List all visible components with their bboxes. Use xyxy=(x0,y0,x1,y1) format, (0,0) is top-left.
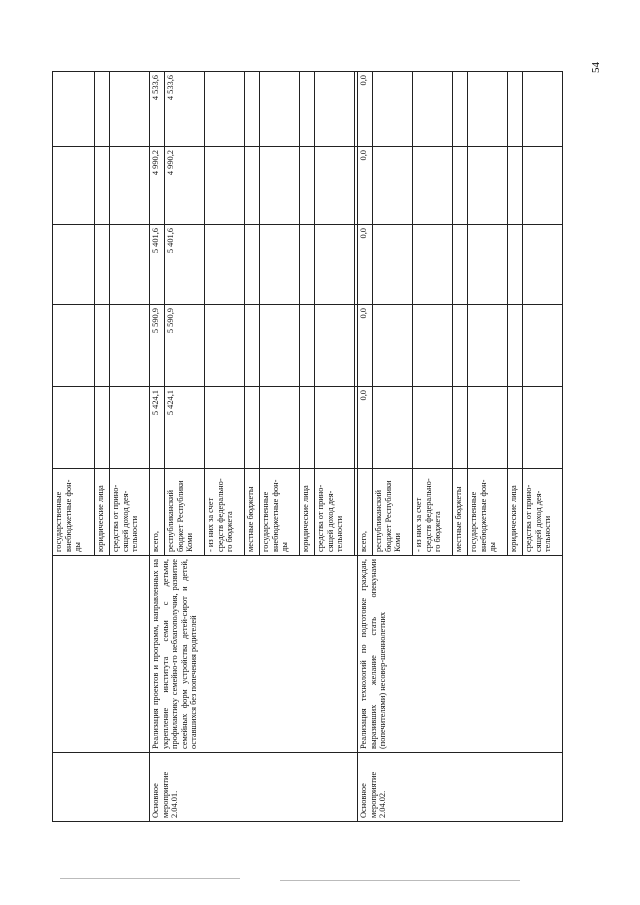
value-cell: 4 990,2 xyxy=(150,147,165,225)
value-cell: 0,0 xyxy=(358,72,373,147)
source-label: всего, xyxy=(150,469,165,556)
table-row xyxy=(150,72,165,822)
value-cell: 4 533,6 xyxy=(165,72,205,147)
source-label: государственные внебюджетные фон-ды xyxy=(260,469,300,556)
scan-artifact-line xyxy=(60,878,240,879)
value-cell: 5 590,9 xyxy=(165,305,205,387)
value-cell: 0,0 xyxy=(358,147,373,225)
page-number: 54 xyxy=(590,62,602,73)
value-cell: 5 424,1 xyxy=(165,387,205,469)
activity-code: Основное мероприятие 2.04.02. xyxy=(358,753,563,822)
source-label: республиканский бюджет Республики Коми xyxy=(165,469,205,556)
source-label: юридические лица xyxy=(95,469,110,556)
table-row xyxy=(358,72,373,822)
table-row xyxy=(53,72,95,822)
value-cell: 4 533,6 xyxy=(150,72,165,147)
source-label: республиканский бюджет Республики Коми xyxy=(373,469,413,556)
rotated-table-wrapper xyxy=(52,72,553,822)
budget-table xyxy=(52,71,563,822)
source-label: средства от прино-сящей доход дея-тельности xyxy=(110,469,150,556)
prev-code-cell xyxy=(53,753,150,822)
source-label: - из них за счет средств федерально-го бюджета xyxy=(205,469,245,556)
source-label: всего, xyxy=(358,469,373,556)
activity-code: Основное мероприятие 2.04.01. xyxy=(150,753,358,822)
value-cell: 5 401,6 xyxy=(150,225,165,305)
source-label: местные бюджеты xyxy=(245,469,260,556)
scan-artifact-line xyxy=(280,880,520,881)
value-cell: 5 401,6 xyxy=(165,225,205,305)
prev-description-cell xyxy=(53,556,150,753)
source-label: государственные внебюджетные фон-ды xyxy=(468,469,508,556)
source-label: юридические лица xyxy=(508,469,523,556)
source-label: местные бюджеты xyxy=(453,469,468,556)
value-cell: 0,0 xyxy=(358,305,373,387)
source-label: средства от прино-сящей доход дея-тельности xyxy=(315,469,355,556)
source-label: государственные внебюджетные фон-ды xyxy=(53,469,95,556)
value-cell: 5 590,9 xyxy=(150,305,165,387)
value-cell: 5 424,1 xyxy=(150,387,165,469)
source-label: - из них за счет средств федерально-го бюджета xyxy=(413,469,453,556)
value-cell: 0,0 xyxy=(358,387,373,469)
activity-description: Реализация проектов и программ, направленных на укрепление института семьи с детьми, профилактику семейно-го неблагополучия, развитие семейных форм устройства детей-сирот и детей, оставшихся без попечения родителей xyxy=(150,556,358,753)
activity-description: Реализация технологий по подготовке граждан, выразивших желание стать опекунами (попечителями) несовер-шеннолетних xyxy=(358,556,563,753)
source-label: средства от прино-сящей доход дея-тельности xyxy=(523,469,563,556)
value-cell: 4 990,2 xyxy=(165,147,205,225)
value-cell: 0,0 xyxy=(358,225,373,305)
source-label: юридические лица xyxy=(300,469,315,556)
